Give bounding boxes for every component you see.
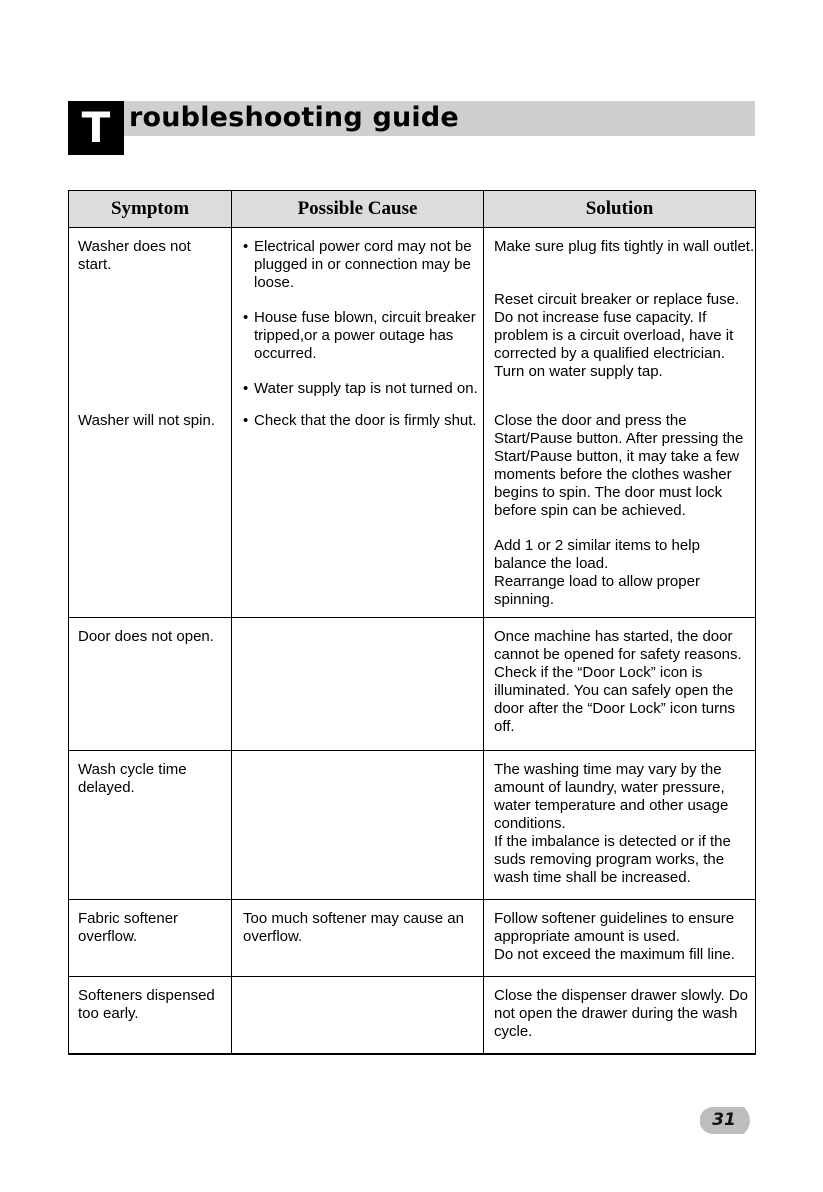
solution-text: If the imbalance is detected or if the suds removing program works, the wash time shall be increased.	[494, 833, 731, 886]
symptom-cell	[69, 900, 232, 977]
title-initial-block: T	[68, 101, 124, 155]
symptom-text: Fabric softener overflow.	[78, 910, 179, 945]
solution-text: Once machine has started, the door cannot be opened for safety reasons. Check if the “Door Lock” icon is illuminated. You can safely open the door after the “Door Lock” icon turns off.	[494, 628, 742, 735]
cause-text: Too much softener may cause an overflow.	[243, 910, 464, 945]
solution-text: Reset circuit breaker or replace fuse. Do not increase fuse capacity. If problem is a circuit overload, have it corrected by a qualified electrician.	[494, 291, 740, 362]
cause-item: • House fuse blown, circuit breaker tripped,or a power outage has occurred.	[243, 309, 476, 362]
solution-text: Rearrange load to allow proper spinning.	[494, 573, 700, 608]
cause-item: • Check that the door is firmly shut.	[243, 412, 477, 429]
cause-item: • Water supply tap is not turned on.	[243, 380, 478, 397]
table-row	[69, 751, 756, 900]
symptom-text: Wash cycle time delayed.	[78, 761, 187, 796]
solution-cell	[484, 618, 756, 751]
cause-item: • Electrical power cord may not be plugged in or connection may be loose.	[243, 238, 472, 291]
cause-cell	[232, 977, 484, 1055]
table-header-row	[69, 191, 756, 228]
bullet-icon: •	[243, 238, 249, 255]
header-solution: Solution	[484, 191, 756, 228]
solution-cell	[484, 900, 756, 977]
solution-cell	[484, 977, 756, 1055]
solution-cell	[484, 406, 756, 618]
solution-text: Add 1 or 2 similar items to help balance the load.	[494, 537, 700, 572]
bullet-icon: •	[243, 309, 249, 326]
table-row	[69, 900, 756, 977]
symptom-cell	[69, 977, 232, 1055]
solution-text: Turn on water supply tap.	[494, 363, 663, 380]
bullet-icon: •	[243, 380, 249, 397]
cause-cell	[232, 618, 484, 751]
table-row	[69, 406, 756, 618]
cause-cell	[232, 751, 484, 900]
troubleshooting-table	[68, 190, 756, 1055]
cause-cell	[232, 228, 484, 407]
symptom-text: Washer does not start.	[78, 238, 191, 273]
symptom-text: Door does not open.	[78, 628, 214, 645]
solution-text: Close the dispenser drawer slowly. Do not open the drawer during the wash cycle.	[494, 987, 748, 1040]
table-row	[69, 228, 756, 407]
solution-text: Close the door and press the Start/Pause button. After pressing the Start/Pause button, it may take a few moments before the clothes washer begins to spin. The door must lock before spin can be achieved.	[494, 412, 744, 519]
page-title: roubleshooting guide	[129, 102, 459, 133]
symptom-text: Softeners dispensed too early.	[78, 987, 215, 1022]
solution-text: The washing time may vary by the amount of laundry, water pressure, water temperature and other usage conditions.	[494, 761, 729, 832]
header-symptom: Symptom	[69, 191, 232, 228]
cause-cell	[232, 900, 484, 977]
bullet-icon: •	[243, 412, 249, 429]
solution-text: Do not exceed the maximum fill line.	[494, 946, 735, 963]
symptom-cell	[69, 406, 232, 618]
page-number: 31	[712, 1110, 736, 1130]
table-row	[69, 618, 756, 751]
solution-text: Follow softener guidelines to ensure appropriate amount is used.	[494, 910, 735, 945]
symptom-text: Washer will not spin.	[78, 412, 215, 429]
symptom-cell	[69, 228, 232, 407]
cause-cell	[232, 406, 484, 618]
symptom-cell	[69, 751, 232, 900]
symptom-cell	[69, 618, 232, 751]
solution-text: Make sure plug fits tightly in wall outlet.	[494, 238, 755, 255]
solution-cell	[484, 228, 756, 407]
solution-cell	[484, 751, 756, 900]
table-row	[69, 977, 756, 1055]
header-possible-cause: Possible Cause	[232, 191, 484, 228]
